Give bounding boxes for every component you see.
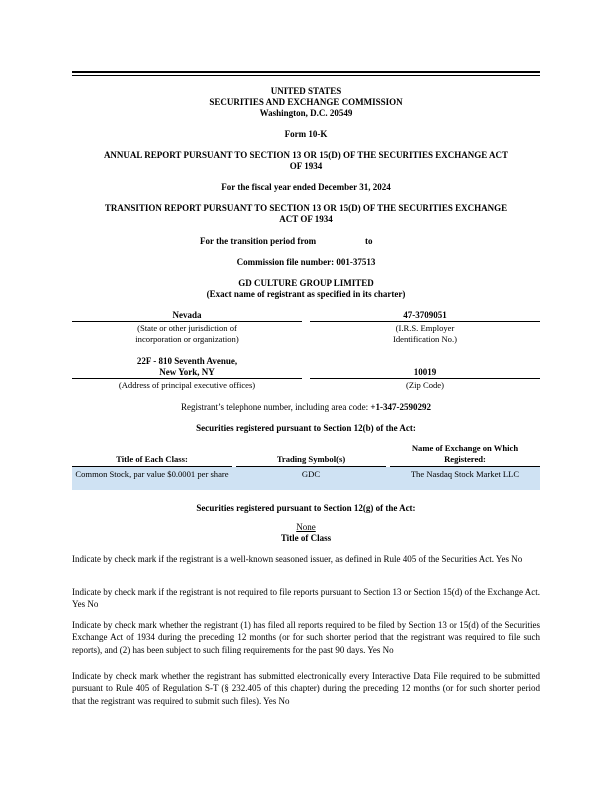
- section-12g-label: Title of Class: [280, 533, 332, 543]
- transition-report-text: TRANSITION REPORT PURSUANT TO SECTION 13 OR 15(D) OF THE SECURITIES EXCHANGE: [104, 203, 508, 213]
- state-label-line2: incorporation or organization): [135, 334, 239, 344]
- irs-value: 47-3709051: [403, 310, 447, 320]
- annual-report-line2: OF 1934: [289, 161, 323, 171]
- address-rule: [72, 378, 302, 379]
- col-title-header: Title of Each Class:: [116, 454, 188, 464]
- row-symbol: GDC: [301, 469, 321, 479]
- top-rule: [72, 71, 540, 73]
- state-label-line1: (State or other jurisdiction of: [137, 323, 237, 333]
- row-title: Common Stock, par value $0.0001 per share: [75, 469, 229, 479]
- row-exchange: The Nasdaq Stock Market LLC: [410, 469, 520, 479]
- check-filed-reports: Indicate by check mark whether the registrant (1) has filed all reports required to be filed by Section 13 or 15(d) of the Securities Exchange Act of 1934 during the preceding 12 months (or for such shorter period that the registrant was required to file such reports), and (2) has been subject to such filing requirements for the past 90 days. Yes No: [72, 620, 540, 655]
- check-not-required: Indicate by check mark if the registrant is not required to file reports pursuant to Section 13 or Section 15(d) of the Exchange Act. Yes No: [72, 587, 540, 610]
- irs-label-line2: Identification No.): [393, 334, 457, 344]
- telephone-value: +1-347-2590292: [370, 402, 431, 412]
- address-line1: 22F - 810 Seventh Avenue,: [136, 356, 238, 366]
- transition-to-label: to: [365, 236, 373, 246]
- transition-from-label: For the transition period from: [200, 236, 317, 246]
- state-value: Nevada: [172, 310, 202, 320]
- irs-rule: [310, 321, 540, 322]
- address-line2: New York, NY: [159, 367, 215, 377]
- telephone-label: Registrant’s telephone number, including area code:: [181, 402, 371, 412]
- annual-report-line1: [72, 150, 540, 161]
- state-rule: [72, 321, 302, 322]
- col-exchange-header: Name of Exchange on Which Registered:: [411, 443, 519, 464]
- transition-report-line2: ACT OF 1934: [279, 214, 333, 224]
- col-symbol-header: Trading Symbol(s): [276, 454, 346, 464]
- section-12g-value: None: [296, 522, 316, 532]
- registrant-name: GD CULTURE GROUP LIMITED: [238, 278, 374, 288]
- top-rule-thin: [72, 75, 540, 76]
- section-12g-heading: Securities registered pursuant to Section 12(g) of the Act:: [196, 503, 416, 513]
- irs-label-line1: (I.R.S. Employer: [395, 323, 455, 333]
- address-label: (Address of principal executive offices): [118, 380, 256, 390]
- header-line1: UNITED STATES: [270, 86, 342, 96]
- transition-report-line1: [72, 203, 540, 214]
- header-line2: SECURITIES AND EXCHANGE COMMISSION: [209, 97, 403, 107]
- zip-rule: [310, 378, 540, 379]
- section-12b-heading: Securities registered pursuant to Section 12(b) of the Act:: [196, 423, 416, 433]
- fiscal-year: For the fiscal year ended December 31, 2024: [221, 182, 391, 192]
- zip-value: 10019: [413, 367, 437, 377]
- check-interactive-data: Indicate by check mark whether the registrant has submitted electronically every Interactive Data File required to be submitted pursuant to Rule 405 of Regulation S-T (§ 232.405 of this chapter) during the preceding 12 months (or for such shorter period that the registrant was required to submit such files). Yes No: [72, 671, 540, 706]
- annual-report-text: ANNUAL REPORT PURSUANT TO SECTION 13 OR 15(D) OF THE SECURITIES EXCHANGE ACT: [103, 150, 509, 160]
- check-wksi: Indicate by check mark if the registrant is a well-known seasoned issuer, as defined in Rule 405 of the Securities Act. Yes No: [72, 554, 523, 564]
- telephone-line: [72, 402, 540, 413]
- form-type: Form 10-K: [284, 129, 328, 139]
- header-line3: Washington, D.C. 20549: [259, 108, 353, 118]
- commission-file: Commission file number: 001-37513: [236, 257, 376, 267]
- zip-label: (Zip Code): [406, 380, 444, 390]
- table-row: [72, 467, 540, 490]
- registrant-subtitle: (Exact name of registrant as specified in its charter): [206, 289, 406, 299]
